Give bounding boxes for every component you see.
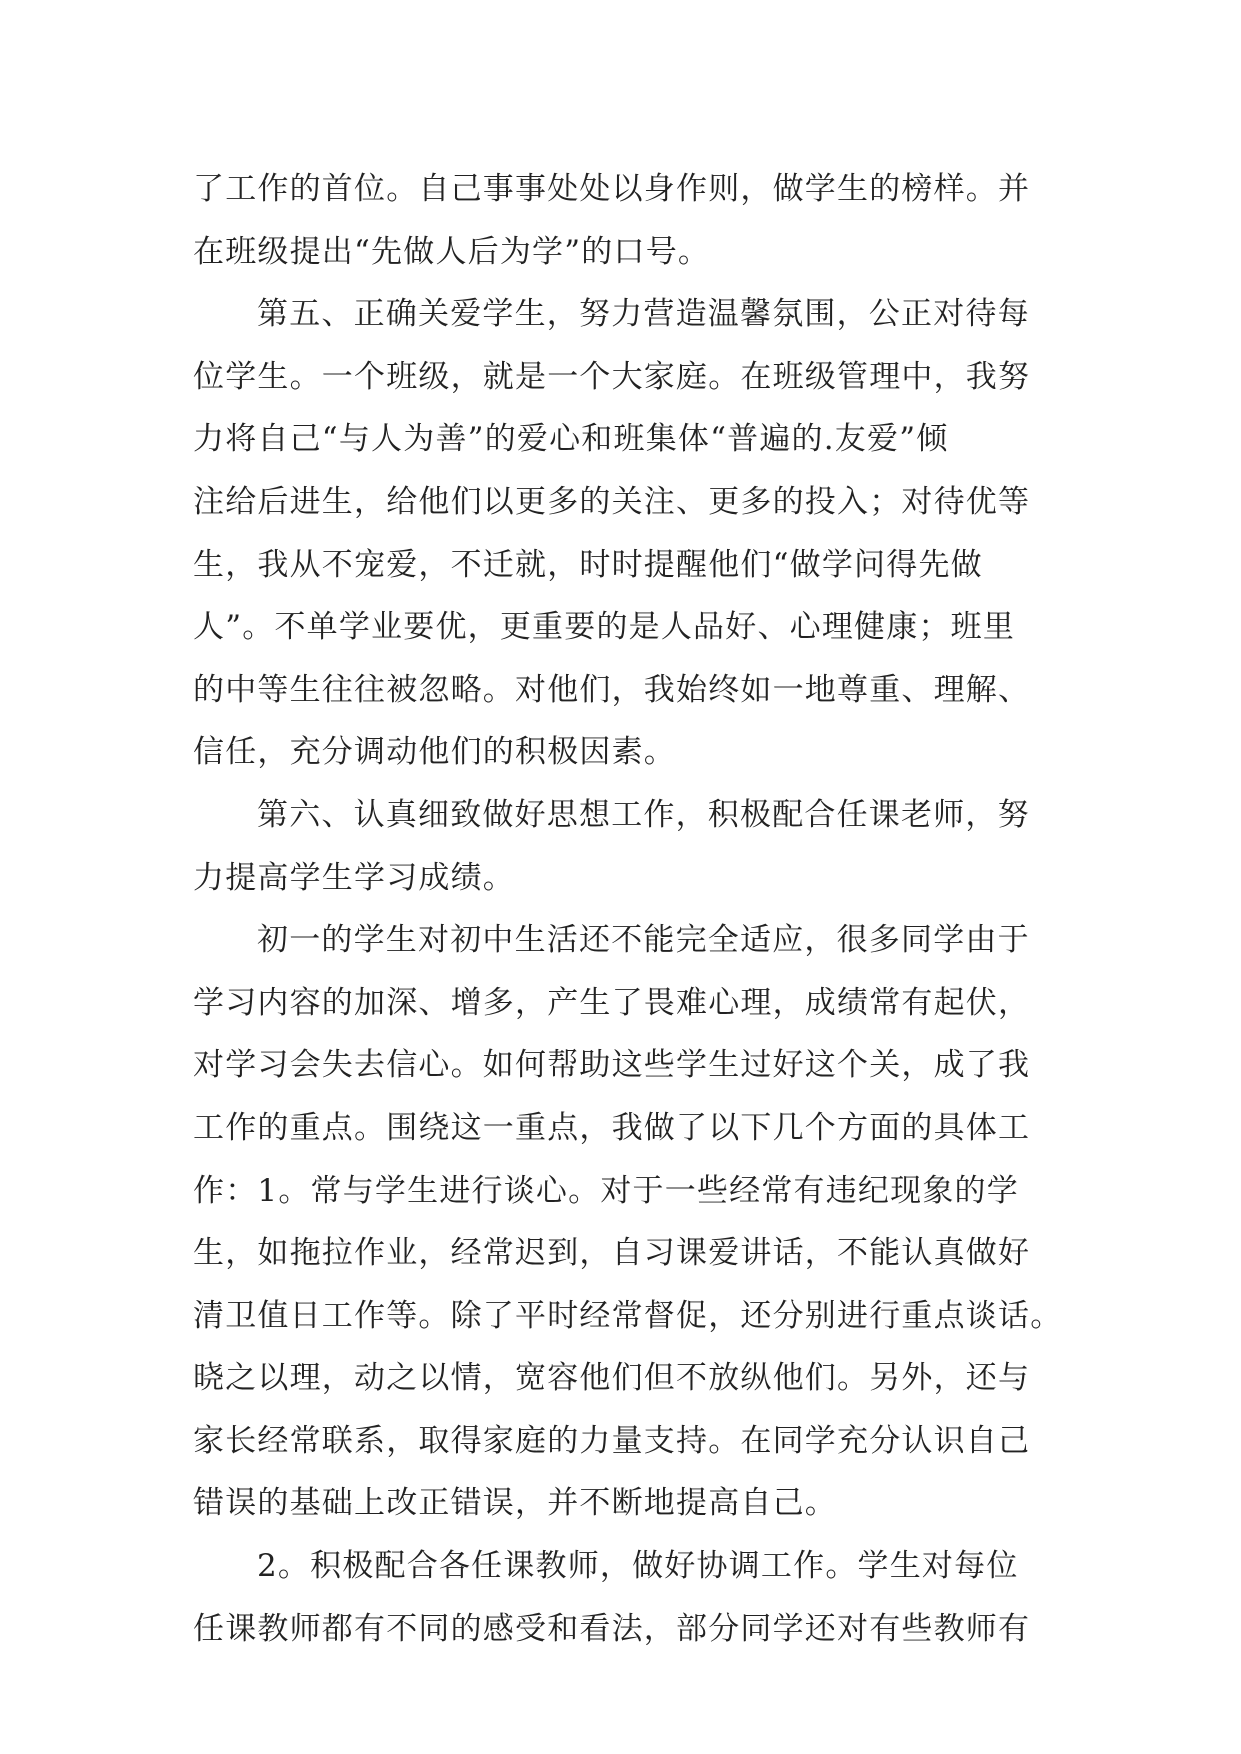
text-line: 位学生。一个班级，就是一个大家庭。在班级管理中，我努 bbox=[193, 358, 1031, 395]
text-line: 对学习会失去信心。如何帮助这些学生过好这个关，成了我 bbox=[193, 1047, 1031, 1084]
text-line: 力将自己“与人为善”的爱心和班集体“普遍的.友爱”倾 bbox=[193, 421, 949, 458]
paragraph-start-line: 第五、正确关爱学生，努力营造温馨氛围，公正对待每 bbox=[257, 296, 1030, 333]
text-line: 作：1。常与学生进行谈心。对于一些经常有违纪现象的学 bbox=[193, 1172, 1019, 1209]
text-line: 生，如拖拉作业，经常迟到，自习课爱讲话，不能认真做好 bbox=[193, 1235, 1031, 1272]
text-line: 注给后进生，给他们以更多的关注、更多的投入；对待优等 bbox=[193, 483, 1031, 520]
paragraph-start-line: 第六、认真细致做好思想工作，积极配合任课老师，努 bbox=[257, 796, 1030, 833]
text-line: 家长经常联系，取得家庭的力量支持。在同学充分认识自己 bbox=[193, 1422, 1031, 1459]
text-line: 任课教师都有不同的感受和看法，部分同学还对有些教师有 bbox=[193, 1610, 1031, 1647]
text-line: 在班级提出“先做人后为学”的口号。 bbox=[193, 233, 711, 270]
text-line: 清卫值日工作等。除了平时经常督促，还分别进行重点谈话。 bbox=[193, 1297, 1063, 1334]
text-line: 人”。不单学业要优，更重要的是人品好、心理健康；班里 bbox=[193, 609, 1016, 646]
text-line: 学习内容的加深、增多，产生了畏难心理，成绩常有起伏， bbox=[193, 984, 1031, 1021]
text-line: 晓之以理，动之以情，宽容他们但不放纵他们。另外，还与 bbox=[193, 1360, 1031, 1397]
text-line: 的中等生往往被忽略。对他们，我始终如一地尊重、理解、 bbox=[193, 671, 1031, 708]
text-line: 信任，充分调动他们的积极因素。 bbox=[193, 734, 676, 771]
text-line: 工作的重点。围绕这一重点，我做了以下几个方面的具体工 bbox=[193, 1109, 1031, 1146]
text-line: 生，我从不宠爱，不迁就，时时提醒他们“做学问得先做 bbox=[193, 546, 983, 583]
paragraph-start-line: 2。积极配合各任课教师，做好协调工作。学生对每位 bbox=[257, 1548, 1019, 1585]
paragraph-start-line: 初一的学生对初中生活还不能完全适应，很多同学由于 bbox=[257, 922, 1030, 959]
text-line: 了工作的首位。自己事事处处以身作则，做学生的榜样。并 bbox=[193, 171, 1031, 207]
text-line: 错误的基础上改正错误，并不断地提高自己。 bbox=[193, 1485, 837, 1522]
text-line: 力提高学生学习成绩。 bbox=[193, 859, 515, 896]
document-body bbox=[193, 158, 1073, 1660]
